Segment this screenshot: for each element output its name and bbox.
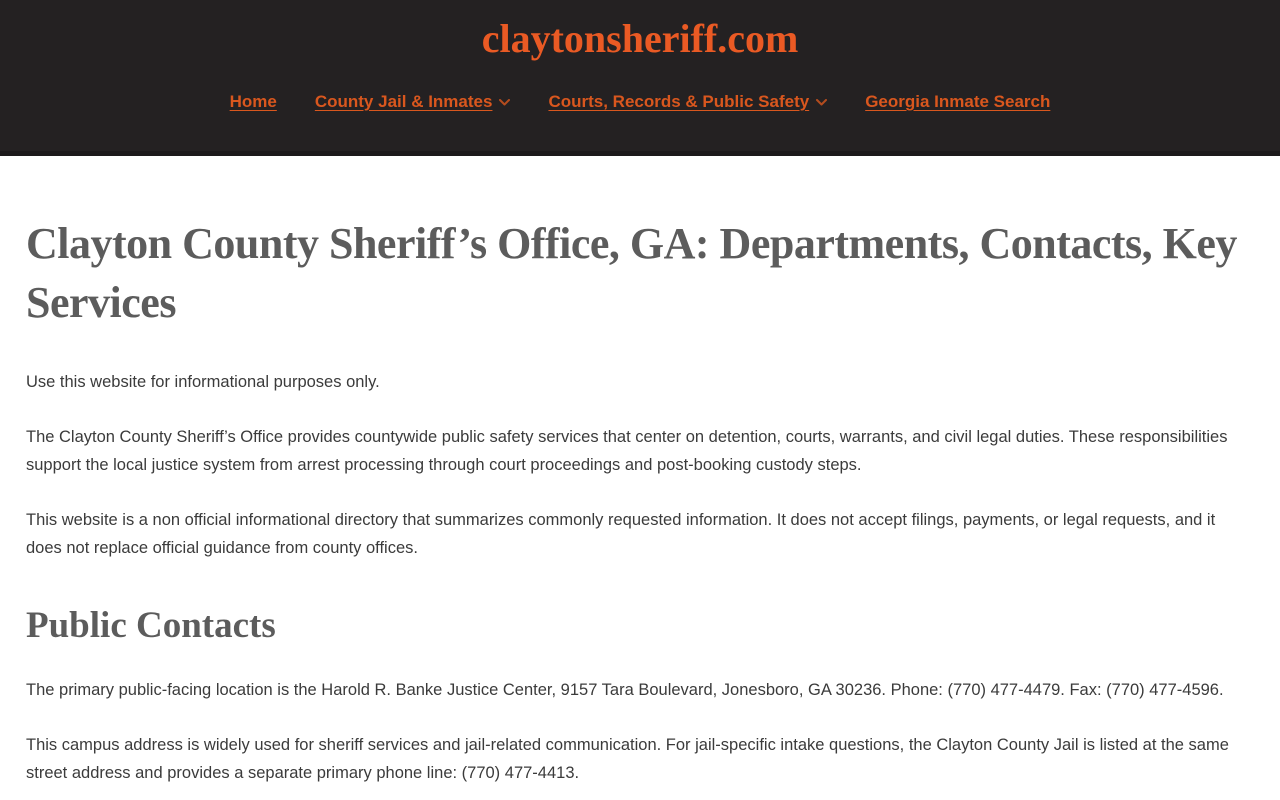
nav-item-georgia-inmate-search[interactable] [865, 92, 1050, 112]
page-title: Clayton County Sheriff’s Office, GA: Departments, Contacts, Key Services [26, 219, 1237, 327]
nav-item-label: Georgia Inmate Search [865, 92, 1051, 111]
nav-item-county-jail-inmates[interactable] [315, 92, 511, 112]
section-heading-public-contacts: Public Contacts [26, 605, 276, 646]
chevron-down-icon [816, 99, 827, 106]
intro-paragraph: Use this website for informational purposes only. [26, 373, 380, 391]
site-header [0, 0, 1280, 156]
nav-item-courts-records-public-safety[interactable] [548, 92, 827, 112]
section-paragraph: The primary public-facing location is the Harold R. Banke Justice Center, 9157 Tara Boulevard, Jonesboro, GA 30236. Phone: (770) 477-4479. Fax: (770) 477-4596. [26, 681, 1224, 699]
nav-item-label: Home [229, 92, 277, 111]
intro-paragraph: This website is a non official informational directory that summarizes commonly requested information. It does not accept filings, payments, or legal requests, and it does not replace official guidance from county offices. [26, 511, 1216, 557]
main-nav [0, 92, 1280, 112]
site-title-link[interactable]: claytonsheriff.com [481, 16, 799, 61]
intro-paragraph: The Clayton County Sheriff’s Office provides countywide public safety services that center on detention, courts, warrants, and civil legal duties. These responsibilities support the local justice system from arrest processing through court proceedings and post-booking custody steps. [26, 428, 1228, 474]
main-content [0, 156, 1280, 787]
chevron-down-icon [499, 99, 510, 106]
section-paragraph: This campus address is widely used for sheriff services and jail-related communication. For jail-specific intake questions, the Clayton County Jail is listed at the same street address and provides a separate primary phone line: (770) 477-4413. [26, 736, 1229, 782]
nav-item-home[interactable] [230, 92, 277, 112]
nav-item-label: County Jail & Inmates [314, 92, 493, 111]
nav-item-label: Courts, Records & Public Safety [548, 92, 810, 111]
